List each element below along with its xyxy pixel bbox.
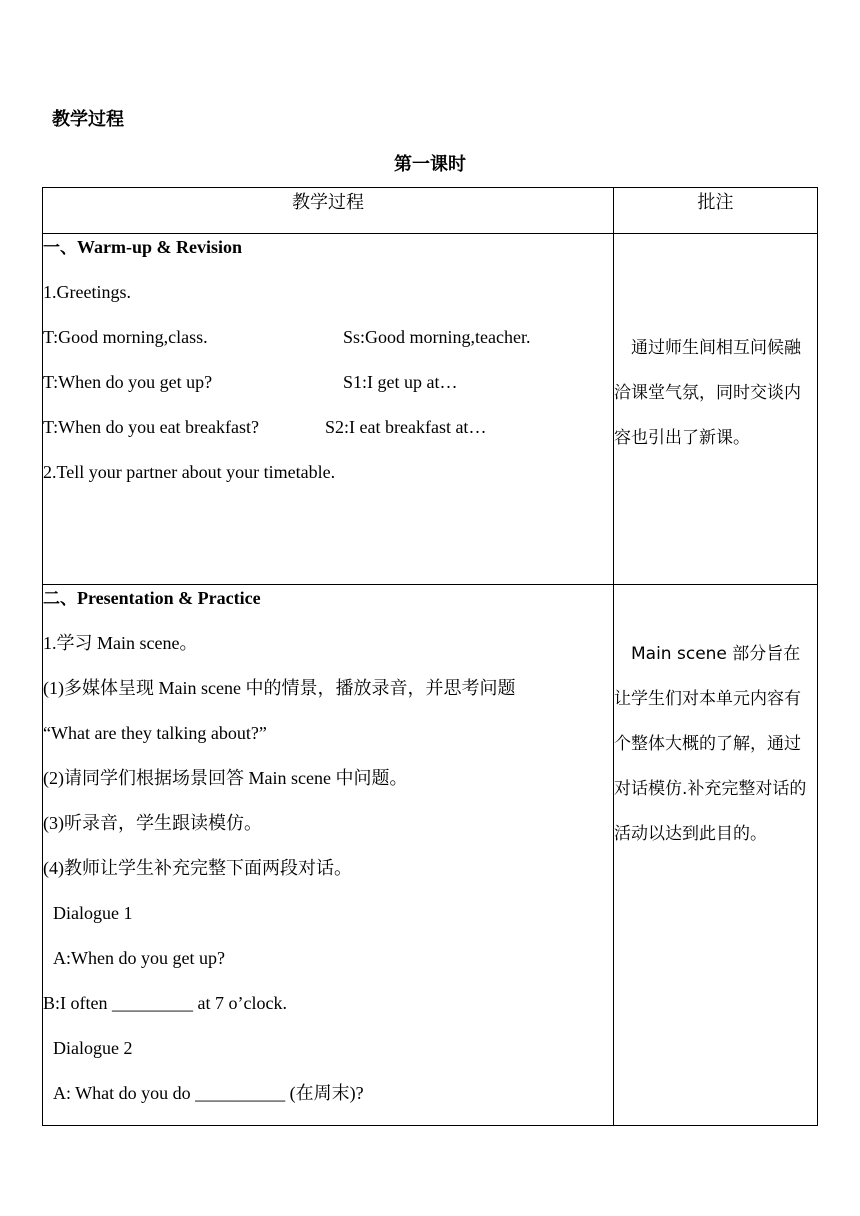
dialogue-line [43,324,613,369]
dialogue-title: Dialogue 1 [53,903,133,923]
student-line: S1:I get up at… [343,372,458,392]
dialogue-title: Dialogue 2 [53,1038,133,1058]
step-line: 1.Greetings. [43,282,131,302]
step-line: (2)请同学们根据场景回答 Main scene 中问题。 [43,768,408,788]
section-heading-presentation: 二、Presentation & Practice [43,588,261,609]
teacher-line: T:When do you get up? [43,372,213,392]
column-header-notes: 批注 [614,188,818,234]
dialogue-line: B:I often _________ at 7 o’clock. [43,993,287,1013]
question-line: “What are they talking about?” [43,723,267,743]
step-line: (4)教师让学生补充完整下面两段对话。 [43,858,352,878]
notes-cell-presentation [614,585,818,1126]
dialogue-line [43,414,613,459]
note-spacer [614,585,817,632]
process-cell-presentation [43,585,614,1126]
session-title: 第一课时 [394,154,466,175]
notes-cell-warmup [614,234,818,585]
table-row [43,234,818,585]
step-line: (1)多媒体呈现 Main scene 中的情景，播放录音，并思考问题 [43,678,516,698]
student-line: Ss:Good morning,teacher. [343,327,531,347]
step-line: (3)听录音，学生跟读模仿。 [43,813,262,833]
dialogue-line [43,369,613,414]
student-line: S2:I eat breakfast at… [325,417,487,437]
annotation-text: 通过师生间相互问候融洽课堂气氛，同时交谈内容也引出了新课。 [614,338,801,448]
lesson-plan-table [42,187,818,1126]
column-header-process: 教学过程 [43,188,614,234]
teacher-line: T:Good morning,class. [43,327,208,347]
table-header-row [43,188,818,234]
dialogue-line: A:When do you get up? [53,948,225,968]
step-line: 1.学习 Main scene。 [43,633,198,653]
document-heading: 教学过程 [52,109,124,130]
teacher-line: T:When do you eat breakfast? [43,417,260,437]
process-cell-warmup [43,234,614,585]
table-row [43,585,818,1126]
dialogue-line: A: What do you do __________ (在周末)? [53,1083,364,1103]
annotation-text: Main scene 部分旨在让学生们对本单元内容有个整体大概的了解，通过对话模仿.补充完整对话的活动以达到此目的。 [614,644,807,844]
section-heading-warmup: 一、Warm-up & Revision [43,237,243,258]
step-line: 2.Tell your partner about your timetable. [43,462,336,482]
note-spacer [614,234,817,326]
